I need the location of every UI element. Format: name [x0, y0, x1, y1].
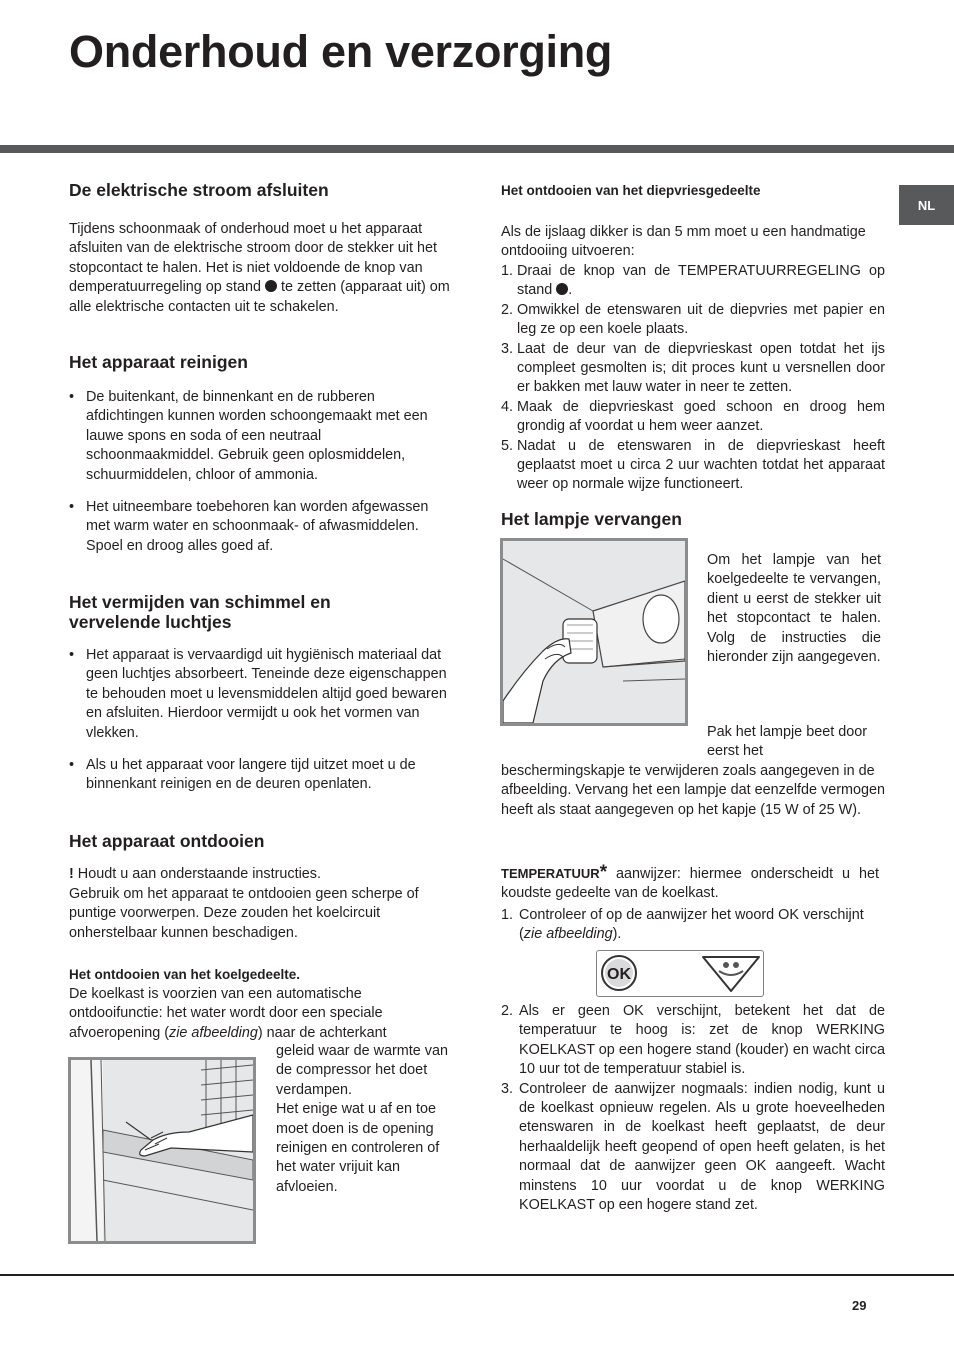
language-tab: NL	[899, 185, 954, 225]
freezer-steps	[501, 262, 885, 495]
page-title: Onderhoud en verzorging	[69, 26, 613, 77]
defrost-warning: ! Houdt u aan onderstaande instructies.	[69, 866, 321, 882]
ok-indicator-svg	[597, 951, 763, 996]
cleaning-heading: Het apparaat reinigen	[69, 352, 248, 372]
ok-label: OK	[607, 966, 631, 983]
fridge-defrost-text: De koelkast is voorzien van een automatische ontdooifunctie: het water wordt door een speciale afvoeropening (zie afbeelding) naar de achterkant	[69, 986, 387, 1041]
off-position-icon	[556, 283, 568, 295]
temperature-steps	[501, 1002, 885, 1215]
drain-hole-illustration	[68, 1057, 256, 1244]
drain-illustration-svg	[71, 1060, 253, 1241]
ok-indicator-illustration	[596, 950, 764, 997]
footer-divider	[0, 1274, 954, 1276]
lamp-text-beside: Om het lampje van het koelgedeelte te vervangen, dient u eerst de stekker uit het stopcontact te halen. Volg de instructies die hieronder zijn aangegeven.	[707, 552, 881, 666]
list-item: • Het uitneembare toebehoren kan worden afgewassen met warm water en schoonmaak- of afwasmiddelen. Spoel en droog alles goed af.	[69, 498, 439, 556]
cleaning-list-2	[69, 498, 439, 556]
warning-icon: !	[69, 866, 74, 882]
list-item: • Het apparaat is vervaardigd uit hygiënisch materiaal dat geen luchtjes absorbeert. Teneinde deze eigenschappen te behouden moet u levensmiddelen altijd goed bewaren en afsluiten. Hierdoor vermijdt u ook het vormen van vlekken.	[69, 646, 455, 743]
fridge-defrost-text-beside: geleid waar de warmte van de compressor het doet verdampen. Het enige wat u af en toe moet doen is de opening reinigen en controleren of het water vrijuit kan afvloeien.	[276, 1043, 448, 1195]
list-item: 4. Maak de diepvrieskast goed schoon en droog hem grondig af voordat u hem weer aanzet.	[501, 398, 885, 435]
lamp-illustration	[500, 538, 688, 726]
power-text: Tijdens schoonmaak of onderhoud moet u het apparaat afsluiten van de elektrische stroom door de stekker uit het stopcontact te halen. Het is niet voldoende de knop van demperatuurregeling op stand te zetten (apparaat uit) om alle elektrische contacten uit te schakelen.	[69, 221, 450, 315]
header-divider	[0, 145, 954, 153]
lamp-text-below: beschermingskapje te verwijderen zoals aangegeven in de afbeelding. Vervang het een lampje dat eenzelfde vermogen heeft als staat aangegeven op het kapje (15 W of 25 W).	[501, 763, 886, 818]
list-item: • De buitenkant, de binnenkant en de rubberen afdichtingen kunnen worden schoongemaakt met een lauwe spons en soda of een neutraal schoonmaakmiddel. Gebruik geen oplosmiddelen, schuurmiddelen, chloor of ammonia.	[69, 388, 439, 485]
list-item: 3. Controleer de aanwijzer nogmaals: indien nodig, kunt u de koelkast opnieuw regelen. Als u grote hoeveelheden etenswaren in de koelkast heeft geplaatst, de deur herhaaldelijk heeft geopend of open heeft gelaten, is het normaal dat de aanwijzer geen OK aangeeft. Wacht minstens 10 uur voordat u de knop WERKING KOELKAST op een hogere stand zet.	[501, 1080, 885, 1214]
list-item: 5. Nadat u de etenswaren in de diepvrieskast heeft geplaatst moet u circa 2 uur wachten totdat het apparaat weer op normale wijze functioneert.	[501, 437, 885, 493]
temperature-text: TEMPERATUUR* aanwijzer: hiermee onderscheidt u het koudste gedeelte van de koelkast.	[501, 862, 879, 902]
fridge-defrost-subheading: Het ontdooien van het koelgedeelte.	[69, 967, 301, 982]
freezer-defrost-subheading: Het ontdooien van het diepvriesgedeelte	[501, 183, 761, 198]
list-item: 3. Laat de deur van de diepvrieskast open totdat het ijs compleet gesmolten is; dit proces kunt u versnellen door er bakken met lauw water in neer te zetten.	[501, 340, 885, 396]
list-item: 1. Controleer of op de aanwijzer het woord OK verschijnt (zie afbeelding).	[501, 907, 864, 943]
freezer-intro: Als de ijslaag dikker is dan 5 mm moet u een handmatige ontdooiing uitvoeren:	[501, 224, 866, 260]
lamp-heading: Het lampje vervangen	[501, 509, 682, 529]
page-number: 29	[852, 1298, 867, 1313]
list-item: 2. Als er geen OK verschijnt, betekent het dat de temperatuur te hoog is: zet de knop WERKING KOELKAST op een hogere stand (kouder) en wacht circa 10 uur tot de temperatuur stabiel is.	[501, 1003, 885, 1078]
lamp-illustration-svg	[503, 541, 685, 723]
mould-list	[69, 646, 455, 743]
defrost-heading: Het apparaat ontdooien	[69, 831, 265, 851]
off-position-icon	[265, 280, 277, 292]
power-heading: De elektrische stroom afsluiten	[69, 180, 329, 200]
list-item: • Als u het apparaat voor langere tijd uitzet moet u de binnenkant reinigen en de deuren openlaten.	[69, 756, 441, 795]
mould-heading: Het vermijden van schimmel en vervelende luchtjes	[69, 592, 331, 632]
list-item: 1. Draai de knop van de TEMPERATUURREGELING op stand .	[501, 263, 885, 299]
lamp-text-beside-2: Pak het lampje beet door eerst het	[707, 724, 867, 760]
cleaning-list	[69, 388, 439, 485]
mould-list-2	[69, 756, 441, 795]
list-item: 2. Omwikkel de etenswaren uit de diepvries met papier en leg ze op een koele plaats.	[501, 301, 885, 338]
temperature-step-1	[501, 906, 885, 945]
defrost-text: Gebruik om het apparaat te ontdooien geen scherpe of puntige voorwerpen. Deze zouden het koelcircuit onherstelbaar kunnen beschadigen.	[69, 886, 419, 941]
